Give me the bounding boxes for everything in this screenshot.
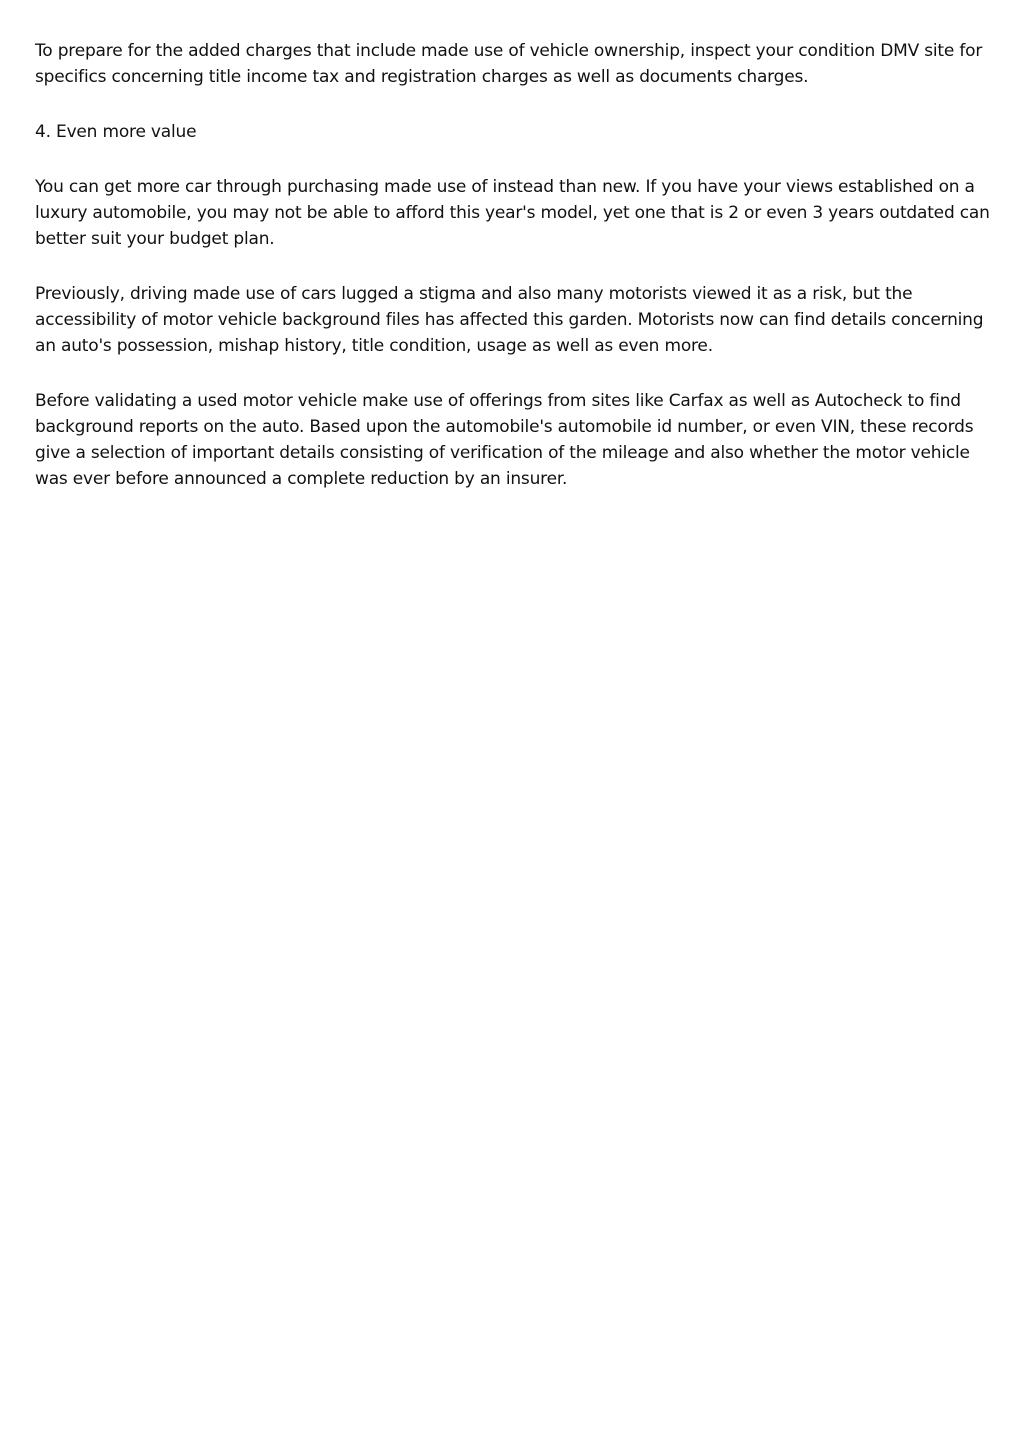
paragraph-more-car: You can get more car through purchasing made use of instead than new. If you have your views established on a luxury automobile, you may not be able to afford this year's model, yet one that is 2 or even 3 years outdated can better suit your budget plan. (35, 177, 990, 249)
paragraph-stigma: Previously, driving made use of cars lugged a stigma and also many motorists viewed it as a risk, but the accessibility of motor vehicle background files has affected this garden. Motorists now can find details concerning an auto's possession, mishap history, title condition, usage as well as even more. (35, 284, 984, 356)
paragraph-background-reports: Before validating a used motor vehicle make use of offerings from sites like Carfax as well as Autocheck to find background reports on the auto. Based upon the automobile's automobile id number, or even VIN, these records give a selection of important details consisting of verification of the mileage and also whether the motor vehicle was ever before announced a complete reduction by an insurer. (35, 391, 974, 489)
paragraph-dmv-charges: To prepare for the added charges that include made use of vehicle ownership, inspect your condition DMV site for specifics concerning title income tax and registration charges as well as documents charges. (35, 41, 983, 87)
section-heading-even-more-value: 4. Even more value (35, 122, 197, 142)
document-body (35, 38, 990, 521)
